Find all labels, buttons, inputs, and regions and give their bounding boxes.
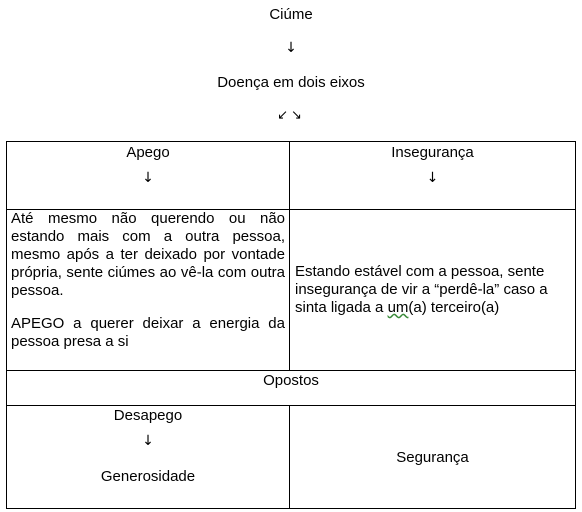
apego-paragraph-1: Até mesmo não querendo ou não estando mais com a outra pessoa, mesmo após a ter deixado por vontade própria, sente ciúmes ao vê-la com outra pessoa. bbox=[11, 210, 285, 299]
title-ciume: Ciúme bbox=[269, 6, 313, 23]
cell-inseguranca-description bbox=[290, 210, 576, 371]
subtitle-doenca: Doença em dois eixos bbox=[217, 74, 365, 91]
cell-desapego bbox=[7, 406, 290, 509]
cell-apego-heading bbox=[7, 142, 290, 210]
arrow-down-icon: ↓ bbox=[142, 170, 154, 186]
arrow-down-icon: ↓ bbox=[285, 40, 297, 56]
inseguranca-text-1: Estando estável com a pessoa, sente insegurança de vir a “perdê-la” caso a sinta ligada a bbox=[295, 263, 548, 316]
arrow-down-icon: ↓ bbox=[426, 170, 439, 186]
cell-opostos bbox=[7, 371, 576, 406]
cell-seguranca bbox=[290, 406, 576, 509]
concept-table bbox=[6, 141, 576, 509]
generosidade-label: Generosidade bbox=[100, 468, 196, 485]
arrow-down-icon: ↓ bbox=[142, 433, 154, 449]
split-arrows-icon: ↙↘ bbox=[277, 108, 305, 123]
seguranca-label: Segurança bbox=[396, 448, 469, 466]
apego-paragraph-2: APEGO a querer deixar a energia da pessoa presa a si bbox=[11, 315, 285, 350]
inseguranca-text-2: (a) terceiro(a) bbox=[408, 299, 500, 316]
cell-inseguranca-heading bbox=[290, 142, 576, 210]
cell-apego-description bbox=[7, 210, 290, 371]
opostos-label: Opostos bbox=[263, 372, 319, 389]
heading-inseguranca: Insegurança bbox=[391, 144, 474, 161]
heading-apego: Apego bbox=[126, 144, 170, 161]
inseguranca-text-underlined: um bbox=[387, 299, 409, 316]
heading-desapego: Desapego bbox=[113, 407, 183, 424]
